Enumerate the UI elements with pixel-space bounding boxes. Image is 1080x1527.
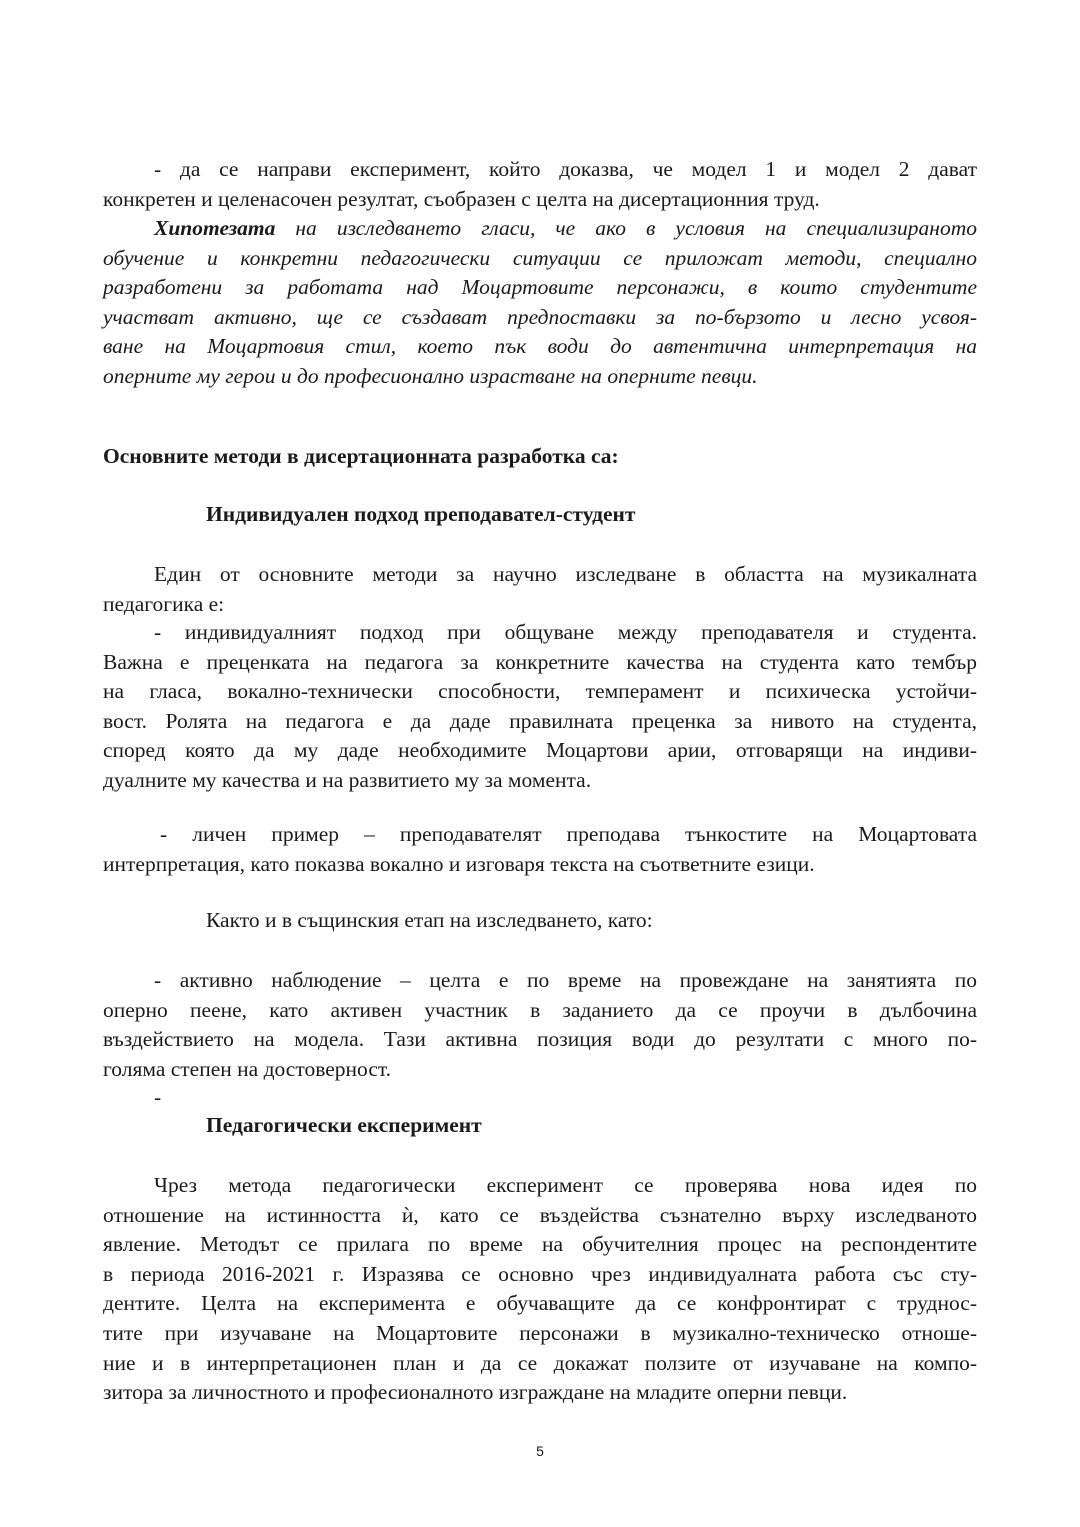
paragraph-actual-stage: Както и в същинския етап на изследването, като: xyxy=(206,908,653,932)
paragraph-personal-example xyxy=(103,820,977,879)
text-line: - да се направи експеримент, който доказва, че модел 1 и модел 2 дават xyxy=(154,157,977,181)
text-line: голяма степен на достоверност. xyxy=(103,1056,392,1081)
text-line: оперните му герои и до професионално израстване на оперните певци. xyxy=(103,363,758,388)
paragraph-pedagogical-experiment xyxy=(103,1171,977,1408)
text-line: ние и в интерпретационен план и да се докажат ползите от изучаване на компо- xyxy=(103,1350,977,1375)
text-line: интерпретация, като показва вокално и изговаря текста на съответните езици. xyxy=(103,851,815,876)
paragraph-methods-intro xyxy=(103,560,977,619)
individual-approach-heading: Индивидуален подход преподавател-студент xyxy=(206,502,636,526)
paragraph-hypothesis xyxy=(103,214,977,392)
text-line: тите при изучаване на Моцартовите персонажи в музикално-техническо отноше- xyxy=(103,1320,977,1345)
text-line: дентите. Целта на експеримента е обучаващите да се конфронтират с труднос- xyxy=(103,1291,977,1316)
text-line: педагогика е: xyxy=(103,591,225,616)
text-line: според която да му даде необходимите Моцартови арии, отговарящи на индиви- xyxy=(103,738,977,763)
text-line: явление. Методът се прилага по време на обучителния процес на респондентите xyxy=(103,1232,977,1257)
text-line: оперно пеене, като активен участник в заданието да се проучи в дълбочина xyxy=(103,997,977,1022)
text-line: разработени за работата над Моцартовите персонажи, в които студентите xyxy=(103,275,977,300)
hypothesis-first-line: на изследването гласи, че ако в условия на специализираното xyxy=(275,216,977,240)
text-line: конкретен и целенасочен резултат, съобразен с целта на дисертационния труд. xyxy=(103,186,820,211)
paragraph-active-observation xyxy=(103,966,977,1084)
list-dash: - xyxy=(154,1085,162,1109)
text-line: Важна е преценката на педагога за конкретните качества на студента като тембър xyxy=(103,649,977,674)
paragraph-individual-approach xyxy=(103,618,977,796)
text-line: отношение на истинността ѝ, като се въздейства съзнателно върху изследваното xyxy=(103,1202,977,1227)
page-number: 5 xyxy=(536,1443,544,1459)
text-line: - личен пример – преподавателят преподава тънкостите на Моцартовата xyxy=(160,822,977,846)
text-line: - активно наблюдение – целта е по време на провеждане на занятията по xyxy=(154,968,977,992)
text-line: Чрез метода педагогически експеримент се проверява нова идея по xyxy=(154,1173,977,1197)
experiment-heading: Педагогически експеримент xyxy=(206,1113,482,1137)
methods-heading: Основните методи в дисертационната разработка са: xyxy=(103,444,619,468)
text-line: ване на Моцартовия стил, което пък води до автентична интерпретация на xyxy=(103,334,977,359)
text-line: въздействието на модела. Тази активна позиция води до резултати с много по- xyxy=(103,1027,977,1052)
text-line: в периода 2016-2021 г. Изразява се основно чрез индивидуалната работа със сту- xyxy=(103,1261,977,1286)
hypothesis-term: Хипотезата xyxy=(154,216,276,240)
text-line xyxy=(103,214,977,244)
text-line: дуалните му качества и на развитието му за момента. xyxy=(103,767,592,792)
text-line: на гласа, вокално-технически способности, темперамент и психическа устойчи- xyxy=(103,679,977,704)
text-line: Един от основните методи за научно изследване в областта на музикалната xyxy=(154,562,977,586)
paragraph-experiment-goal xyxy=(103,155,977,214)
text-line: участват активно, ще се създават предпоставки за по-бързото и лесно усвоя- xyxy=(103,304,977,329)
text-line: - индивидуалният подход при общуване между преподавателя и студента. xyxy=(154,620,977,644)
text-line: обучение и конкретни педагогически ситуации се приложат методи, специално xyxy=(103,245,977,270)
text-line: вост. Ролята на педагога е да даде правилната преценка за нивото на студента, xyxy=(103,708,977,733)
text-line: зитора за личностното и професионалното изграждане на младите оперни певци. xyxy=(103,1380,848,1405)
